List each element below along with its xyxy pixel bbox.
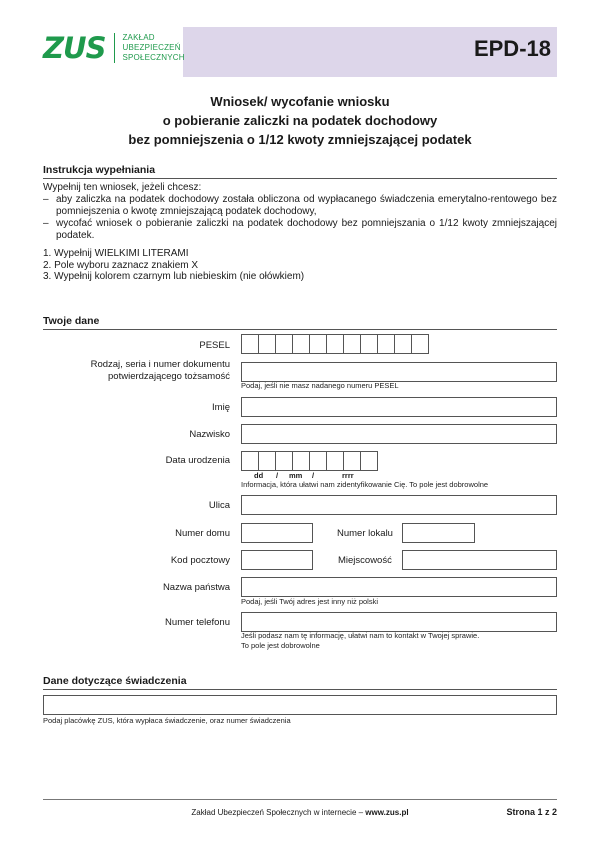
benefit-input[interactable] xyxy=(43,695,557,715)
pesel-cell[interactable] xyxy=(377,334,395,354)
pesel-cell[interactable] xyxy=(309,334,327,354)
pesel-label: PESEL xyxy=(199,340,230,351)
form-title: Wniosek/ wycofanie wniosku o pobieranie zaliczki na podatek dochodowy bez pomniejszenia o 1/12 kwoty zmniejszającej podatek xyxy=(128,94,472,147)
benefit-heading: Dane dotyczące świadczenia xyxy=(43,675,557,690)
first-name-label: Imię xyxy=(212,402,230,413)
first-name-input[interactable] xyxy=(241,397,557,417)
your-data-heading: Twoje dane xyxy=(43,315,557,330)
pesel-cell[interactable] xyxy=(292,334,310,354)
birth-date-field[interactable] xyxy=(241,451,377,471)
birth-date-cell[interactable] xyxy=(275,451,293,471)
birth-date-cell[interactable] xyxy=(292,451,310,471)
city-input[interactable] xyxy=(402,550,557,570)
birth-month-caption: mm xyxy=(289,471,303,480)
zus-logo xyxy=(43,33,185,63)
last-name-input[interactable] xyxy=(241,424,557,444)
instructions-heading: Instrukcja wypełniania xyxy=(43,164,557,179)
instruction-item: – wycofać wniosek o pobieranie zaliczki na podatek dochodowy bez pomniejszania o 1/12 kwoty zmniejszającej podatek. xyxy=(43,218,557,241)
pesel-cell[interactable] xyxy=(394,334,412,354)
birth-date-cell[interactable] xyxy=(360,451,378,471)
id-document-input[interactable] xyxy=(241,362,557,382)
logo-mark: ZUS xyxy=(43,31,106,65)
logo-separator xyxy=(114,33,115,63)
last-name-label: Nazwisko xyxy=(189,429,230,440)
pesel-cell[interactable] xyxy=(360,334,378,354)
birth-date-cell[interactable] xyxy=(343,451,361,471)
footer-divider xyxy=(43,799,557,800)
pesel-cell[interactable] xyxy=(241,334,259,354)
birth-separator: / xyxy=(312,471,315,480)
birth-day-caption: dd xyxy=(254,471,264,480)
pesel-cell[interactable] xyxy=(258,334,276,354)
benefit-hint: Podaj placówkę ZUS, która wypłaca świadczenie, oraz numer świadczenia xyxy=(43,716,291,725)
form-code: EPD-18 xyxy=(473,36,551,61)
pesel-cell[interactable] xyxy=(275,334,293,354)
birth-date-cell[interactable] xyxy=(326,451,344,471)
footer-link[interactable]: www.zus.pl xyxy=(365,808,409,817)
page-number: Strona 1 z 2 xyxy=(506,807,557,817)
postal-code-label: Kod pocztowy xyxy=(170,555,230,566)
city-label: Miejscowość xyxy=(338,555,392,566)
birth-date-cell[interactable] xyxy=(241,451,259,471)
logo-text: ZAKŁAD UBEZPIECZEŃ SPOŁECZNYCH xyxy=(122,33,185,62)
house-number-label: Numer domu xyxy=(175,528,230,539)
id-document-label: Rodzaj, seria i numer dokumentu potwierdzającego tożsamość xyxy=(90,359,230,382)
birth-year-caption: rrrr xyxy=(342,471,354,480)
street-label: Ulica xyxy=(208,500,230,511)
pesel-cell[interactable] xyxy=(326,334,344,354)
pesel-field[interactable] xyxy=(241,334,428,354)
footer-text: Zakład Ubezpieczeń Społecznych w internecie – www.zus.pl xyxy=(191,808,409,817)
instruction-item: – aby zaliczka na podatek dochodowy została obliczona od wypłacanego świadczenia emerytalno-rentowego bez pomniejszenia o kwotę zmniejszającą podatek dochodowy, xyxy=(43,194,557,217)
apartment-number-label: Numer lokalu xyxy=(337,528,393,539)
fill-rules: 1. Wypełnij WIELKIMI LITERAMI 2. Pole wyboru zaznacz znakiem X 3. Wypełnij kolorem czarnym lub niebieskim (nie ołówkiem) xyxy=(43,248,305,282)
birth-date-hint: Informacja, która ułatwi nam zidentyfikowanie Cię. To pole jest dobrowolne xyxy=(241,480,489,489)
country-label: Nazwa państwa xyxy=(162,582,230,593)
instructions-body: Wypełnij ten wniosek, jeżeli chcesz: – aby zaliczka na podatek dochodowy została obliczona od wypłacanego świadczenia emerytalno-rentowego bez pomniejszenia o kwotę zmniejszającą podatek dochodowy, – wycofać wniosek o pobieranie zaliczki na podatek dochodowy bez pomniejszania o 1/12 kwoty zmniejszającej podatek. xyxy=(43,182,557,241)
pesel-cell[interactable] xyxy=(411,334,429,354)
phone-hint: Jeśli podasz nam tę informację, ułatwi nam to kontakt w Twojej sprawie. To pole jest dobrowolne xyxy=(241,631,480,650)
birth-separator: / xyxy=(276,471,279,480)
street-input[interactable] xyxy=(241,495,557,515)
phone-input[interactable] xyxy=(241,612,557,632)
postal-code-input[interactable] xyxy=(241,550,313,570)
birth-date-label: Data urodzenia xyxy=(165,455,230,466)
apartment-number-input[interactable] xyxy=(402,523,475,543)
birth-date-cell[interactable] xyxy=(309,451,327,471)
country-hint: Podaj, jeśli Twój adres jest inny niż polski xyxy=(241,597,379,606)
pesel-cell[interactable] xyxy=(343,334,361,354)
country-input[interactable] xyxy=(241,577,557,597)
birth-date-cell[interactable] xyxy=(258,451,276,471)
house-number-input[interactable] xyxy=(241,523,313,543)
id-document-hint: Podaj, jeśli nie masz nadanego numeru PESEL xyxy=(241,381,399,390)
phone-label: Numer telefonu xyxy=(165,617,230,628)
